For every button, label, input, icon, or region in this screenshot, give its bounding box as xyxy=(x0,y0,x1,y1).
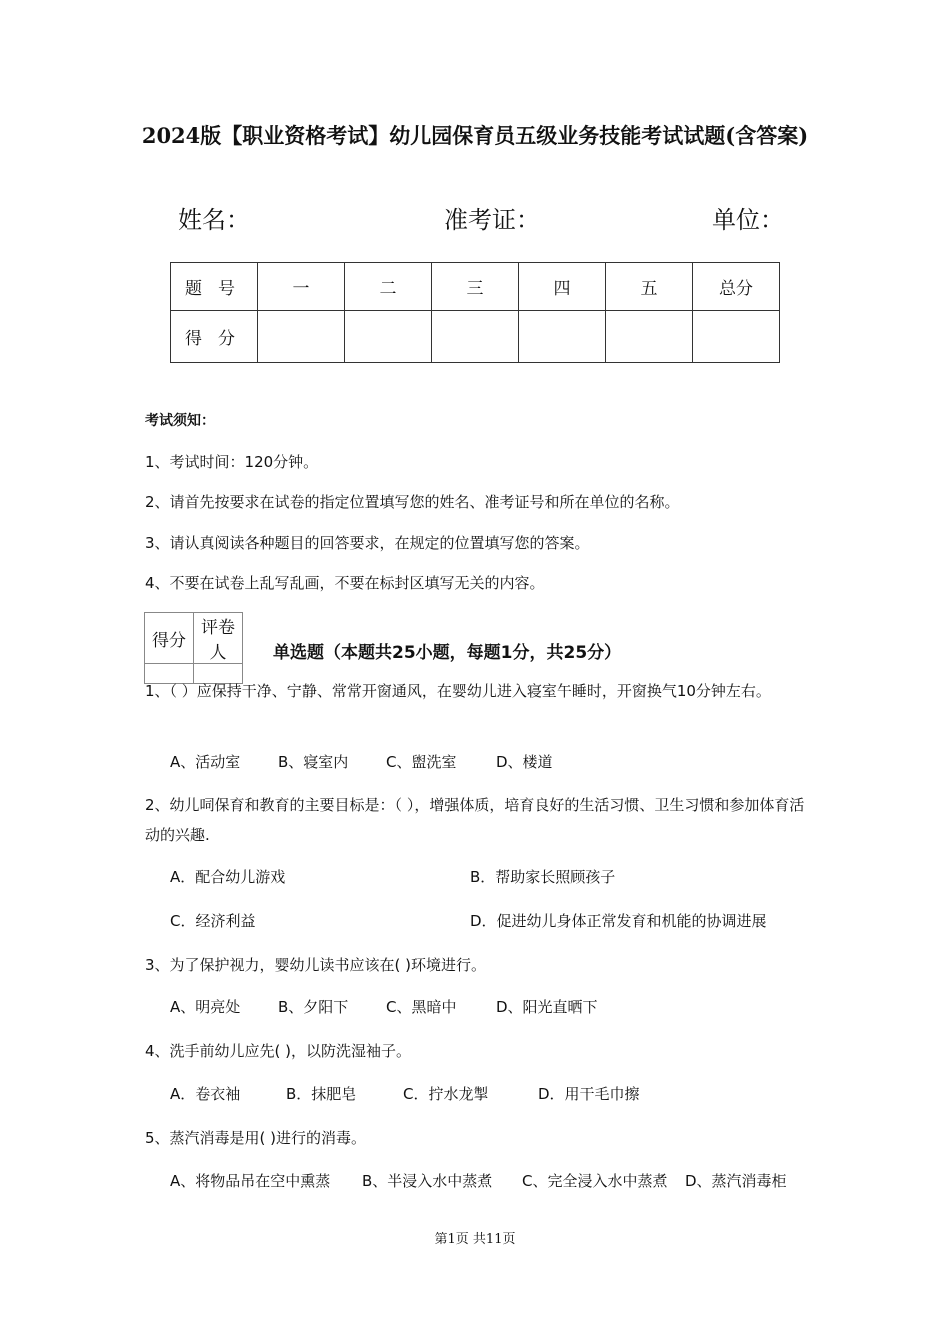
score-entry-cell[interactable] xyxy=(519,311,606,363)
score-entry-cell[interactable] xyxy=(693,311,780,363)
score-table-cell: 总分 xyxy=(693,263,780,311)
ticket-field-label: 准考证： xyxy=(444,206,540,234)
score-table-score-row xyxy=(171,311,780,363)
answer-option[interactable]: A、明亮处 xyxy=(170,998,241,1016)
section-title: 单选题（本题共25小题，每题1分，共25分） xyxy=(273,643,622,663)
score-entry-cell[interactable] xyxy=(432,311,519,363)
answer-option[interactable]: D、楼道 xyxy=(496,753,553,771)
score-table-cell: 四 xyxy=(519,263,606,311)
answer-option[interactable]: B、寝室内 xyxy=(278,753,349,771)
name-field-label: 姓名： xyxy=(178,206,250,234)
score-entry-cell[interactable] xyxy=(345,311,432,363)
score-table-cell: 三 xyxy=(432,263,519,311)
answer-option[interactable]: D、蒸汽消毒柜 xyxy=(685,1172,787,1190)
answer-option[interactable]: A．配合幼儿游戏 xyxy=(170,868,286,886)
document-title: 2024版【职业资格考试】幼儿园保育员五级业务技能考试试题(含答案) xyxy=(141,123,809,148)
answer-option[interactable]: B、半浸入水中蒸煮 xyxy=(362,1172,493,1190)
notice-item: 4、不要在试卷上乱写乱画，不要在标封区填写无关的内容。 xyxy=(145,574,545,592)
notice-item: 1、考试时间：120分钟。 xyxy=(145,453,319,471)
unit-field-label: 单位： xyxy=(712,206,784,234)
answer-option[interactable]: A、将物品吊在空中熏蒸 xyxy=(170,1172,331,1190)
question-text: 2、幼儿呞保育和教育的主要目标是：（ ），增强体质，培育良好的生活习惯、卫生习惯和参加体育活动的兴趣. xyxy=(145,796,805,844)
question-text: 1、（ ）应保持干净、宁静、常常开窗通风，在婴幼儿进入寝室午睡时，开窗换气10分钟左右。 xyxy=(145,682,771,700)
answer-option[interactable]: C．经济利益 xyxy=(170,912,256,930)
notice-item: 2、请首先按要求在试卷的指定位置填写您的姓名、准考证号和所在单位的名称。 xyxy=(145,493,680,511)
answer-option[interactable]: B．抹肥皂 xyxy=(286,1085,357,1103)
grader-score-label: 得分 xyxy=(145,613,194,664)
score-entry-cell[interactable] xyxy=(606,311,693,363)
grader-name-label: 评卷人 xyxy=(194,613,243,664)
score-entry-cell[interactable] xyxy=(258,311,345,363)
answer-option[interactable]: B．帮助家长照顾孩子 xyxy=(470,868,616,886)
answer-option[interactable]: B、夕阳下 xyxy=(278,998,349,1016)
notice-item: 3、请认真阅读各种题目的回答要求，在规定的位置填写您的答案。 xyxy=(145,534,590,552)
answer-option[interactable]: D．促进幼儿身体正常发育和机能的协调进展 xyxy=(470,912,767,930)
question-text: 3、为了保护视力，婴幼儿读书应该在( )环境进行。 xyxy=(145,956,487,974)
question-text: 4、洗手前幼儿应先( )，以防洗湿袖子。 xyxy=(145,1042,412,1060)
question-text: 5、蒸汽消毒是用( )进行的消毒。 xyxy=(145,1129,367,1147)
answer-option[interactable]: C、黑暗中 xyxy=(386,998,457,1016)
page-number: 第1页 共11页 xyxy=(434,1232,516,1247)
answer-option[interactable]: D．用干毛巾擦 xyxy=(538,1085,640,1103)
answer-option[interactable]: A．卷衣袖 xyxy=(170,1085,241,1103)
score-table xyxy=(170,262,780,363)
answer-option[interactable]: A、活动室 xyxy=(170,753,241,771)
grader-table xyxy=(144,612,243,684)
score-table-cell: 题号 xyxy=(171,263,258,311)
score-table-cell: 得分 xyxy=(171,311,258,363)
notice-title: 考试须知： xyxy=(145,413,215,429)
score-table-header-row xyxy=(171,263,780,311)
answer-option[interactable]: D、阳光直晒下 xyxy=(496,998,598,1016)
answer-option[interactable]: C、盥洗室 xyxy=(386,753,457,771)
score-table-cell: 二 xyxy=(345,263,432,311)
score-table-cell: 一 xyxy=(258,263,345,311)
answer-option[interactable]: C．拧水龙掣 xyxy=(403,1085,489,1103)
score-table-cell: 五 xyxy=(606,263,693,311)
answer-option[interactable]: C、完全浸入水中蒸煮 xyxy=(522,1172,668,1190)
